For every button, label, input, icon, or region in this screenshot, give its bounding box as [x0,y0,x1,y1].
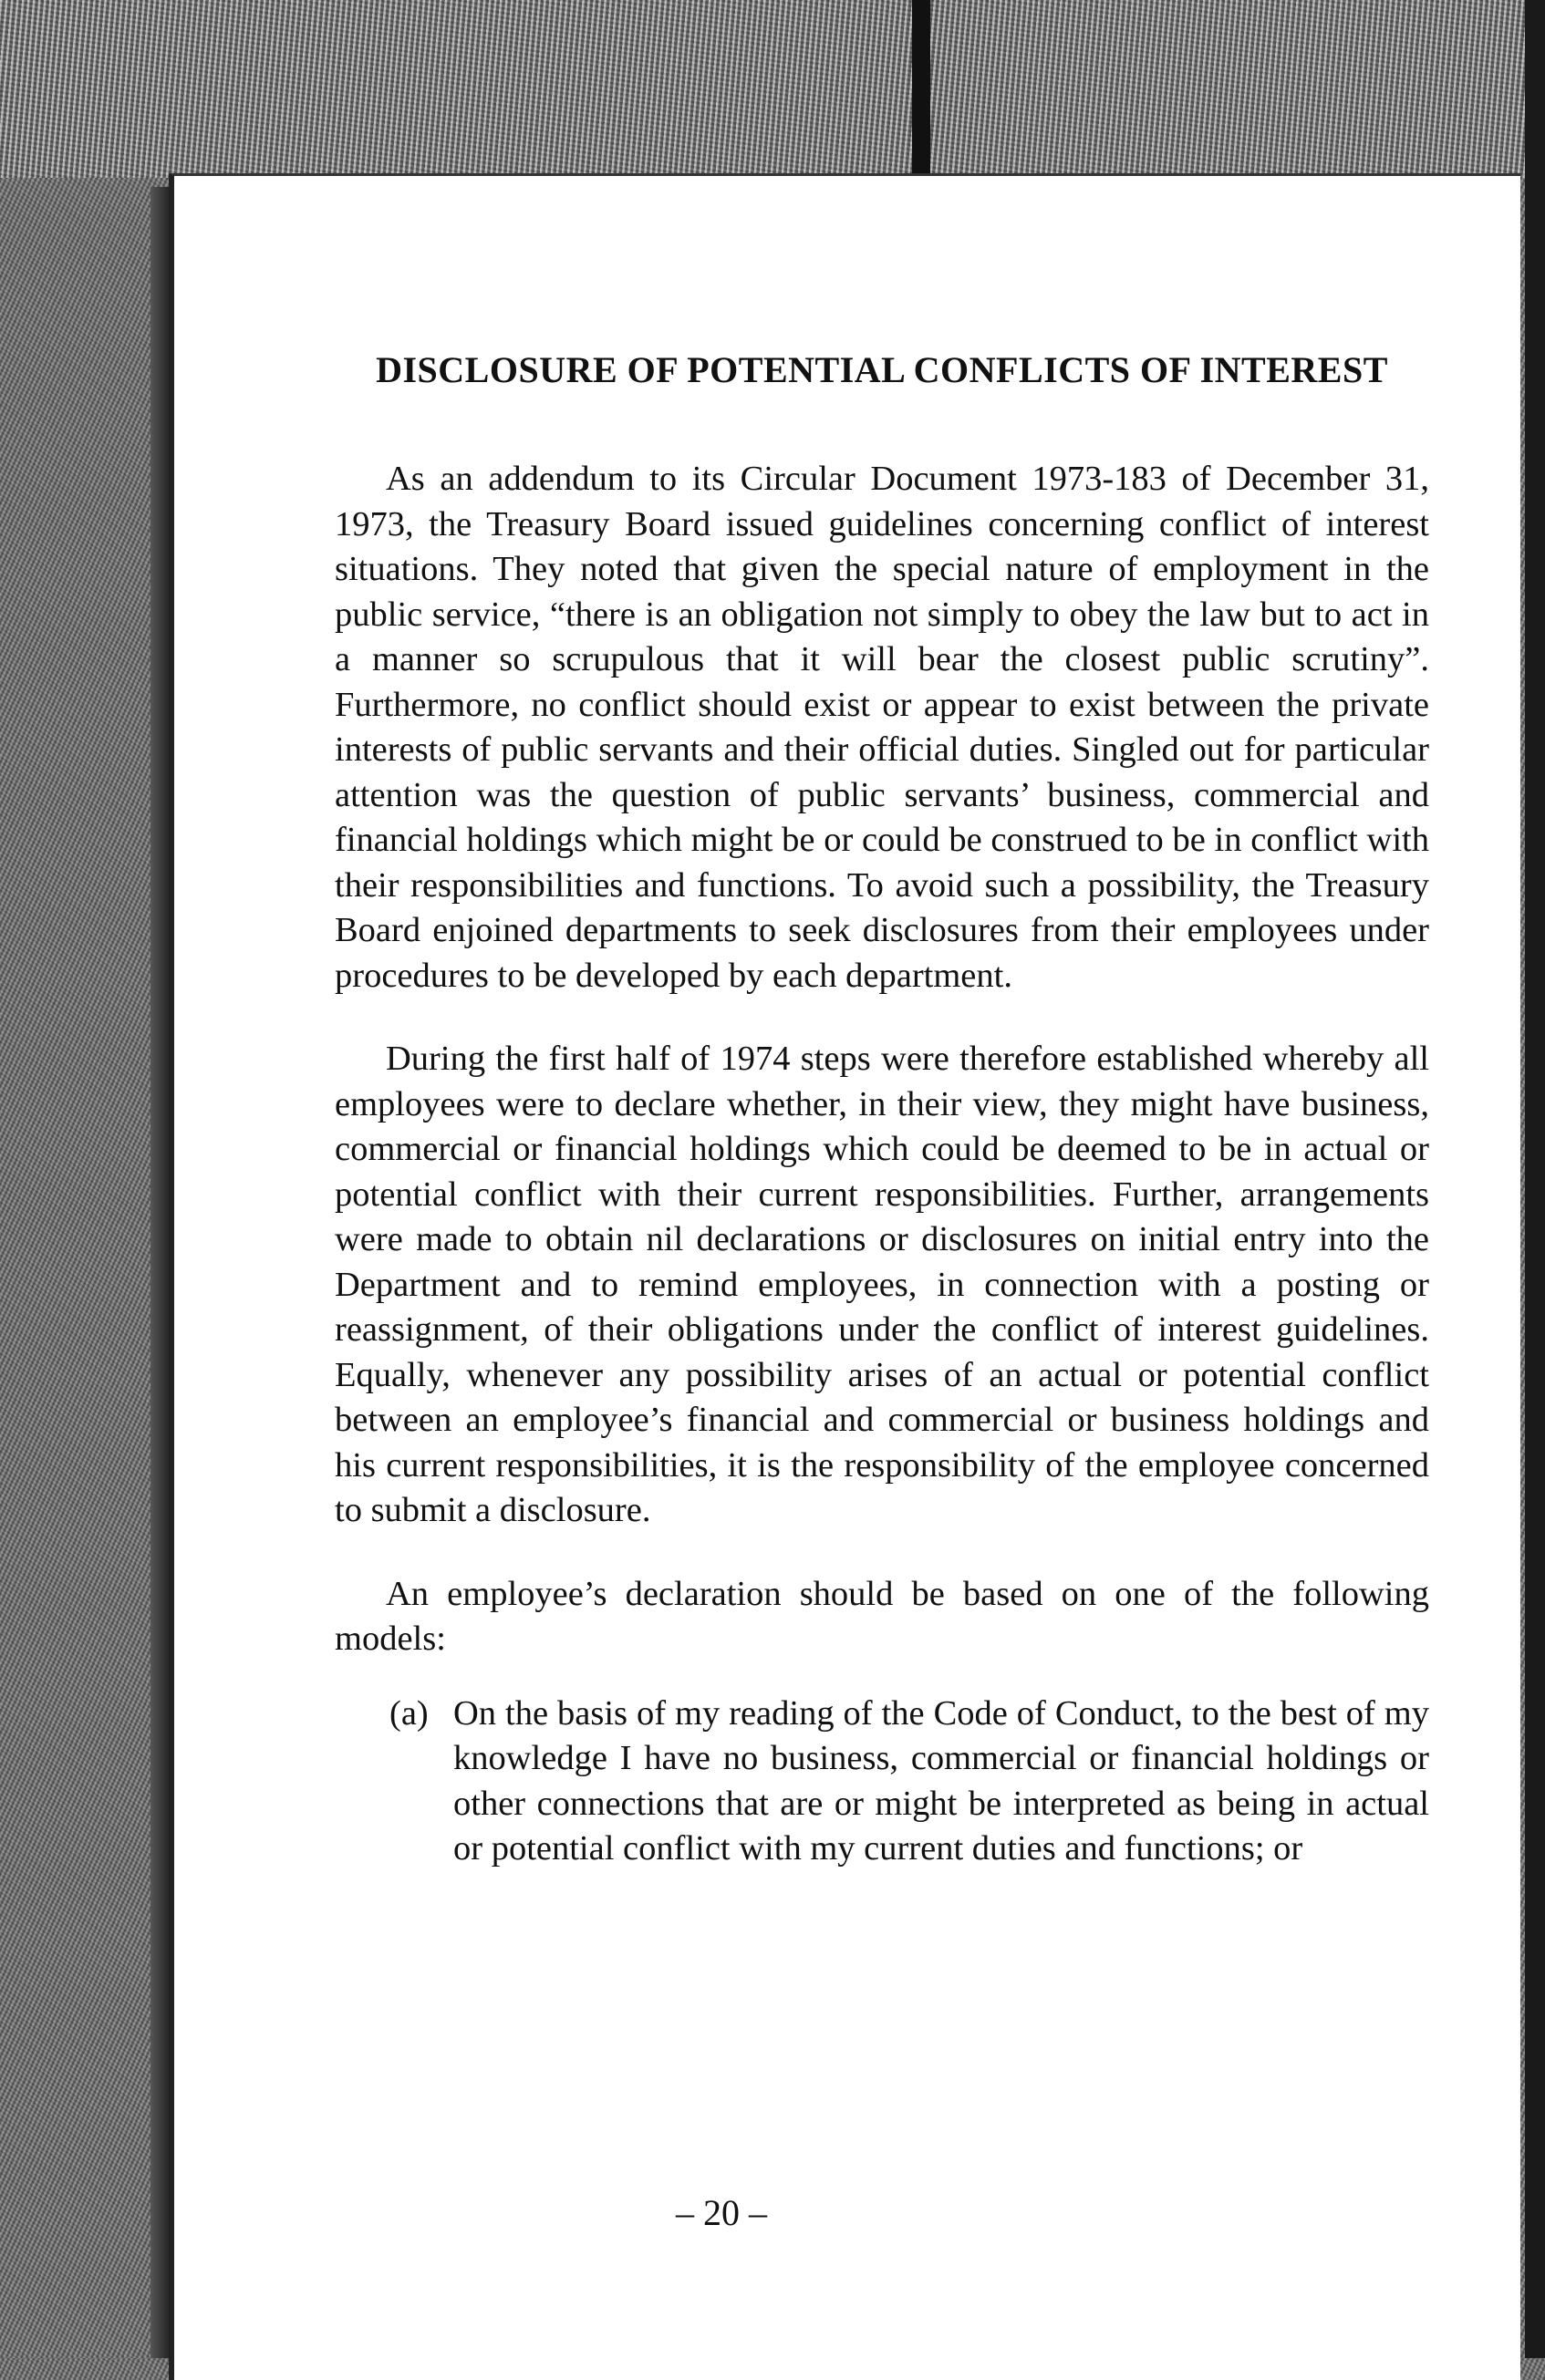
document-page [169,173,1520,2380]
paragraph-2: During the first half of 1974 steps were therefore established whereby all employees were to declare whether, in their view, they might have business, commercial or financial holdings which could be deemed to be in actual or potential conflict with their current responsibilities. Further, arrangements were made to obtain nil declarations or disclosures on initial entry into the Department and to remind employees, in connection with a posting or reassignment, of their obligations under the conflict of interest guidelines. Equally, whenever any possibility arises of an actual or potential conflict between an employee’s financial and commercial or business holdings and his current responsibilities, it is the responsibility of the employee concerned to submit a disclosure. [335,1040,1429,1529]
list-item-label: (a) [389,1693,429,1733]
list-item-a [335,1692,1429,1872]
page-edge-shadow [150,187,171,2358]
page-number: – 20 – [676,2192,767,2233]
document-title: DISCLOSURE OF POTENTIAL CONFLICTS OF INTEREST [376,349,1388,390]
list-item-text: On the basis of my reading of the Code of Conduct, to the best of my knowledge I have no business, commercial or financial holdings or other connections that are or might be interpreted as being in actual or potential conflict with my current duties and functions; or [453,1693,1429,1868]
scan-dark-band [912,0,930,178]
paragraph-3: An employee’s declaration should be based on one of the following models: [335,1574,1429,1658]
page-content [335,347,1429,1910]
scan-background-top [0,0,1545,178]
paragraph-1: As an addendum to its Circular Document 1973-183 of December 31, 1973, the Treasury Board issued guidelines concerning conflict of interest situations. They noted that given the special nature of employment in the public service, “there is an obligation not simply to obey the law but to act in a manner so scrupulous that it will bear the closest public scrutiny”. Furthermore, no conflict should exist or appear to exist between the private interests of public servants and their official duties. Singled out for particular attention was the question of public servants’ business, commercial and financial holdings which might be or could be construed to be in conflict with their responsibilities and functions. To avoid such a possibility, the Treasury Board enjoined departments to seek disclosures from their employees under procedures to be developed by each department. [335,460,1429,995]
scan-right-edge [1525,0,1545,2358]
